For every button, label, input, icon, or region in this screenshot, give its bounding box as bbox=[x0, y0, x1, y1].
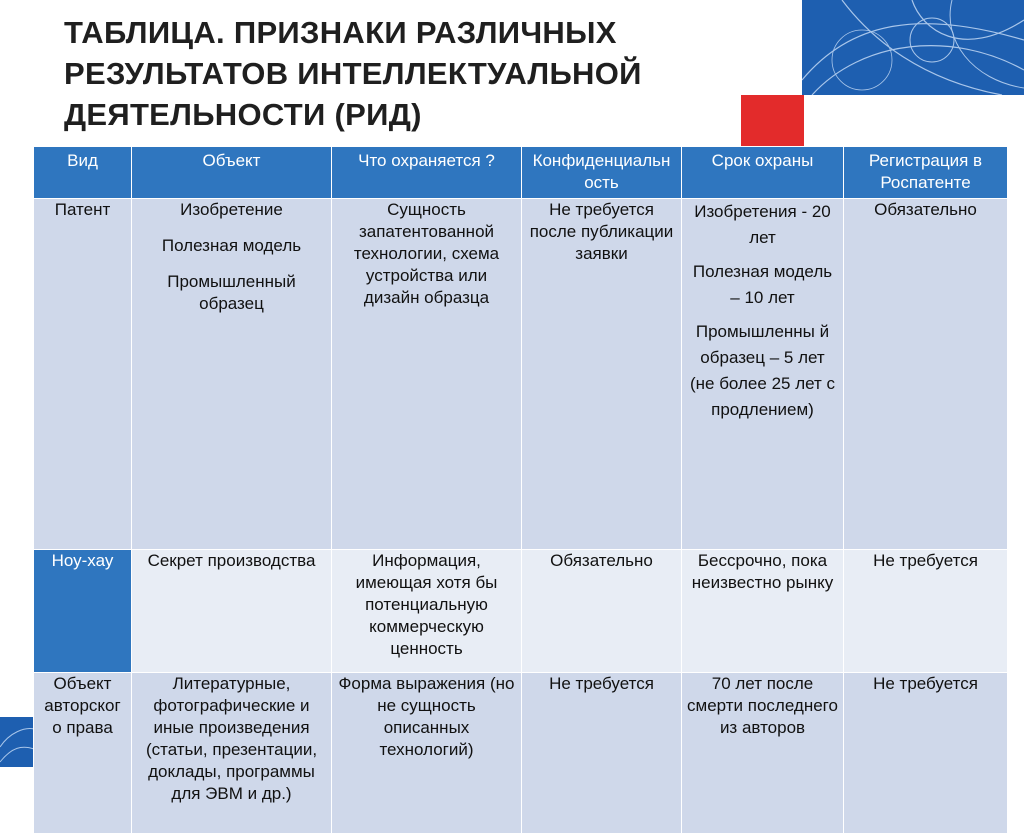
table-row-patent bbox=[34, 199, 1008, 550]
table-header-row bbox=[34, 147, 1008, 199]
cell-object: Секрет производства bbox=[132, 550, 332, 673]
rid-table bbox=[33, 146, 1008, 834]
object-item: Промышленный образец bbox=[167, 272, 296, 313]
cell-confidentiality: Обязательно bbox=[522, 550, 682, 673]
object-item: Полезная модель bbox=[161, 236, 302, 255]
cell-terms bbox=[682, 199, 844, 550]
cell-protected: Информация, имеющая хотя бы потенциальную коммерческую ценность bbox=[332, 550, 522, 673]
decorative-corner-graphic bbox=[0, 717, 34, 767]
decorative-swirl-graphic bbox=[802, 0, 1024, 95]
page-title: ТАБЛИЦА. ПРИЗНАКИ РАЗЛИЧНЫХ РЕЗУЛЬТАТОВ ИНТЕЛЛЕКТУАЛЬНОЙ ДЕЯТЕЛЬНОСТИ (РИД) bbox=[64, 15, 642, 132]
cell-protected: Сущность запатентованной технологии, схема устройства или дизайн образца bbox=[332, 199, 522, 550]
cell-confidentiality: Не требуется после публикации заявки bbox=[522, 199, 682, 550]
object-item: Изобретение bbox=[180, 200, 283, 219]
header-protected: Что охраняется ? bbox=[332, 147, 522, 199]
cell-object: Литературные, фотографические и иные произведения (статьи, презентации, доклады, программы для ЭВМ и др.) bbox=[132, 673, 332, 834]
red-accent-square bbox=[741, 95, 804, 147]
cell-registration: Не требуется bbox=[844, 673, 1008, 834]
cell-confidentiality: Не требуется bbox=[522, 673, 682, 834]
cell-objects bbox=[132, 199, 332, 550]
cell-kind: Ноу-хау bbox=[34, 550, 132, 673]
term-item: Промышленны й образец – 5 лет (не более 25 лет с продлением) bbox=[689, 322, 836, 419]
header-term: Срок охраны bbox=[682, 147, 844, 199]
cell-registration: Обязательно bbox=[844, 199, 1008, 550]
header-registration: Регистрация в Роспатенте bbox=[844, 147, 1008, 199]
cell-term: Бессрочно, пока неизвестно рынку bbox=[682, 550, 844, 673]
cell-registration: Не требуется bbox=[844, 550, 1008, 673]
cell-term: 70 лет после смерти последнего из авторов bbox=[682, 673, 844, 834]
header-object: Объект bbox=[132, 147, 332, 199]
header-confidentiality: Конфиденциальн ость bbox=[522, 147, 682, 199]
table-row-knowhow bbox=[34, 550, 1008, 673]
table-row-copyright bbox=[34, 673, 1008, 834]
term-item: Изобретения - 20 лет bbox=[694, 202, 831, 247]
cell-protected: Форма выражения (но не сущность описанных технологий) bbox=[332, 673, 522, 834]
cell-kind: Объект авторског о права bbox=[34, 673, 132, 834]
term-item: Полезная модель – 10 лет bbox=[692, 262, 833, 307]
cell-kind: Патент bbox=[34, 199, 132, 550]
header-kind: Вид bbox=[34, 147, 132, 199]
